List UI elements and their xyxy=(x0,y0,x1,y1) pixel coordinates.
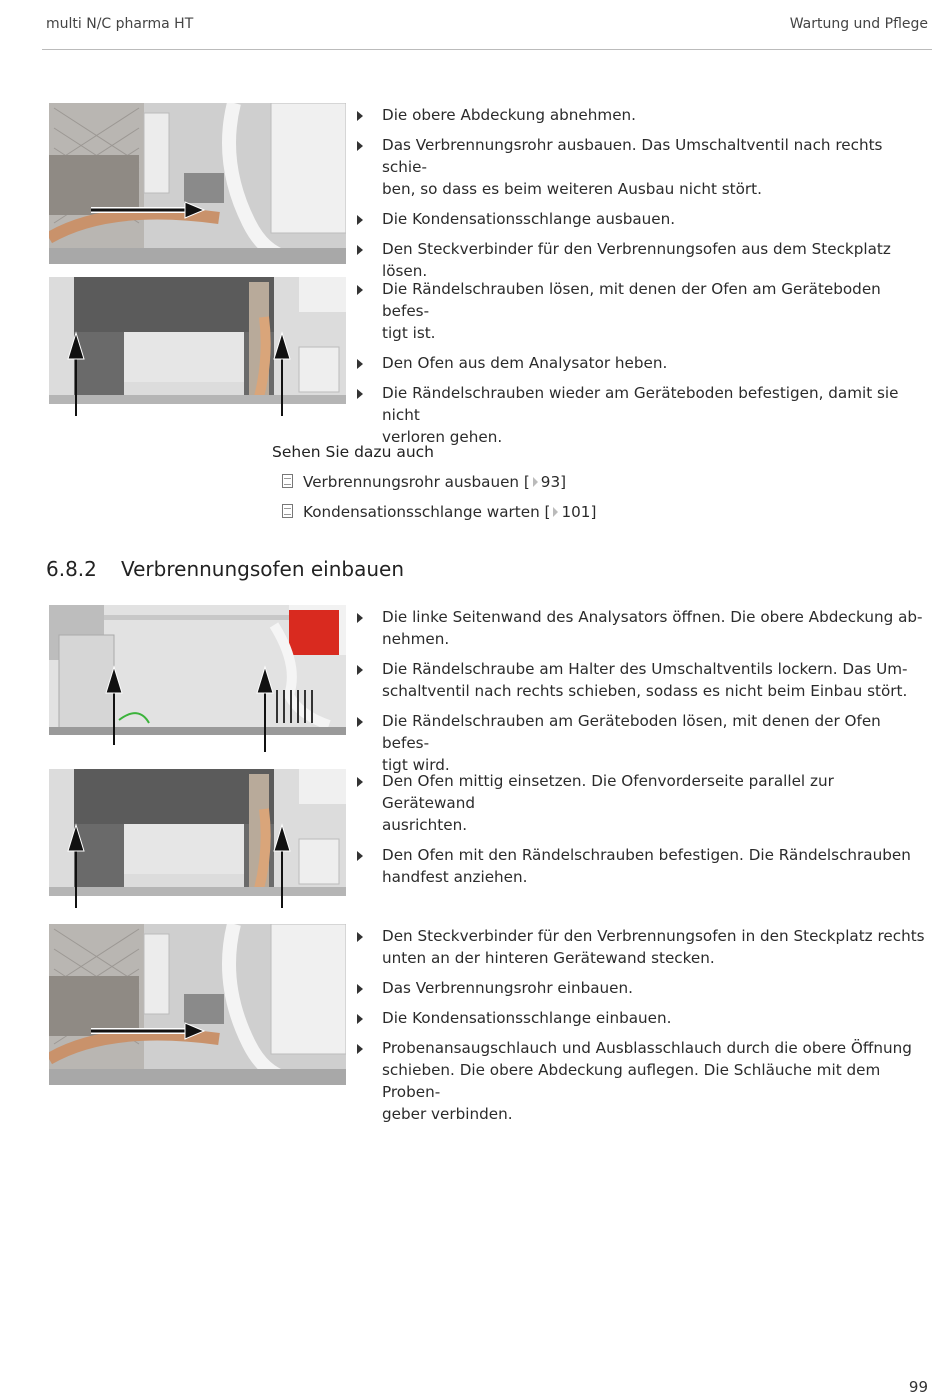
see-also-link-condensation-coil[interactable]: Kondensationsschlange warten [ 101] xyxy=(282,503,596,521)
bullet-arrow-icon xyxy=(357,285,363,295)
step-item: Den Ofen mit den Rändelschrauben befestigen. Die Rändelschrauben handfest anziehen. xyxy=(355,844,925,888)
steps-install-part1 xyxy=(355,606,925,784)
bullet-arrow-icon xyxy=(357,359,363,369)
step-item: Die Kondensationsschlange einbauen. xyxy=(355,1007,925,1029)
step-item: Den Ofen aus dem Analysator heben. xyxy=(355,352,925,374)
bullet-arrow-icon xyxy=(357,245,363,255)
bullet-arrow-icon xyxy=(357,777,363,787)
step-item: Die obere Abdeckung abnehmen. xyxy=(355,104,925,126)
running-header-chapter: Wartung und Pflege xyxy=(789,16,928,32)
step-item: Den Steckverbinder für den Verbrennungsofen in den Steckplatz rechts unten an der hinteren Gerätewand stecken. xyxy=(355,925,925,969)
photo-connector-insertion xyxy=(49,924,346,1085)
header-divider xyxy=(42,49,932,50)
step-item: Die Rändelschraube am Halter des Umschaltventils lockern. Das Um- schaltventil nach rechts schieben, sodass es nicht beim Einbau stört. xyxy=(355,658,925,702)
see-also-heading: Sehen Sie dazu auch xyxy=(272,443,434,461)
bullet-arrow-icon xyxy=(357,389,363,399)
bullet-arrow-icon xyxy=(357,665,363,675)
bullet-arrow-icon xyxy=(357,141,363,151)
step-item: Den Ofen mittig einsetzen. Die Ofenvorderseite parallel zur Gerätewand ausrichten. xyxy=(355,770,925,836)
see-also-link-combustion-tube[interactable]: Verbrennungsrohr ausbauen [ 93] xyxy=(282,473,566,491)
page-number: 99 xyxy=(908,1378,928,1396)
document-icon xyxy=(282,504,293,518)
step-item: Probenansaugschlauch und Ausblasschlauch durch die obere Öffnung schieben. Die obere Abdeckung auflegen. Die Schläuche mit dem Proben- geber verbinden. xyxy=(355,1037,925,1125)
page-arrow-icon xyxy=(533,477,538,487)
photo-connector-removal xyxy=(49,103,346,264)
bullet-arrow-icon xyxy=(357,215,363,225)
bullet-arrow-icon xyxy=(357,851,363,861)
photo-oven-placement xyxy=(49,769,346,908)
section-title: Verbrennungsofen einbauen xyxy=(121,557,405,581)
step-item: Das Verbrennungsrohr ausbauen. Das Umschaltventil nach rechts schie- ben, so dass es beim weiteren Ausbau nicht stört. xyxy=(355,134,925,200)
bullet-arrow-icon xyxy=(357,111,363,121)
step-item: Die Rändelschrauben am Geräteboden lösen, mit denen der Ofen befes- tigt wird. xyxy=(355,710,925,776)
step-item: Das Verbrennungsrohr einbauen. xyxy=(355,977,925,999)
bullet-arrow-icon xyxy=(357,613,363,623)
step-item: Die Kondensationsschlange ausbauen. xyxy=(355,208,925,230)
steps-install-part3 xyxy=(355,925,925,1133)
bullet-arrow-icon xyxy=(357,1044,363,1054)
step-item: Die Rändelschrauben wieder am Geräteboden befestigen, damit sie nicht verloren gehen. xyxy=(355,382,925,448)
bullet-arrow-icon xyxy=(357,1014,363,1024)
step-item: Die linke Seitenwand des Analysators öffnen. Die obere Abdeckung ab- nehmen. xyxy=(355,606,925,650)
running-header-title: multi N/C pharma HT xyxy=(46,16,194,32)
steps-removal-part2 xyxy=(355,278,925,456)
section-number: 6.8.2 xyxy=(46,557,97,581)
step-item: Die Rändelschrauben lösen, mit denen der Ofen am Geräteboden befes- tigt ist. xyxy=(355,278,925,344)
document-icon xyxy=(282,474,293,488)
steps-removal-part1 xyxy=(355,104,925,290)
photo-analyser-interior xyxy=(49,605,346,752)
steps-install-part2 xyxy=(355,770,925,896)
photo-oven-screws xyxy=(49,277,346,416)
bullet-arrow-icon xyxy=(357,932,363,942)
bullet-arrow-icon xyxy=(357,984,363,994)
step-item: Den Steckverbinder für den Verbrennungsofen aus dem Steckplatz lösen. xyxy=(355,238,925,282)
page-arrow-icon xyxy=(553,507,558,517)
bullet-arrow-icon xyxy=(357,717,363,727)
